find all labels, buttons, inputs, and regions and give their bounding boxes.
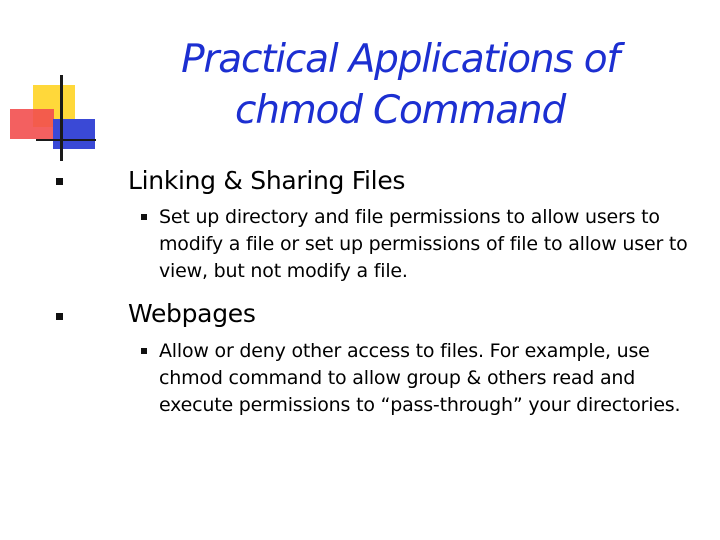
logo-vertical-line [60, 75, 63, 161]
slide-title [110, 34, 690, 136]
sub-bullet-marker [141, 348, 147, 354]
bullet-marker [56, 313, 63, 320]
sub-bullet-marker [141, 214, 147, 220]
sub-bullet-access: Allow or deny other access to files. For example, use chmod command to allow group & others read and execute permissions to “pass-through” your directories. [159, 340, 681, 416]
decorative-logo [0, 0, 110, 170]
logo-horizontal-line [36, 139, 96, 141]
logo-red-square [10, 109, 54, 139]
slide-title-line1: Practical Applications of [181, 37, 619, 82]
bullet-webpages: Webpages [128, 299, 256, 328]
slide-title-line2: chmod Command [234, 88, 565, 133]
bullet-marker [56, 178, 63, 185]
bullet-linking-sharing: Linking & Sharing Files [128, 166, 406, 195]
sub-bullet-permissions: Set up directory and file permissions to allow users to modify a file or set up permissions of file to allow user to view, but not modify a file. [159, 206, 688, 282]
